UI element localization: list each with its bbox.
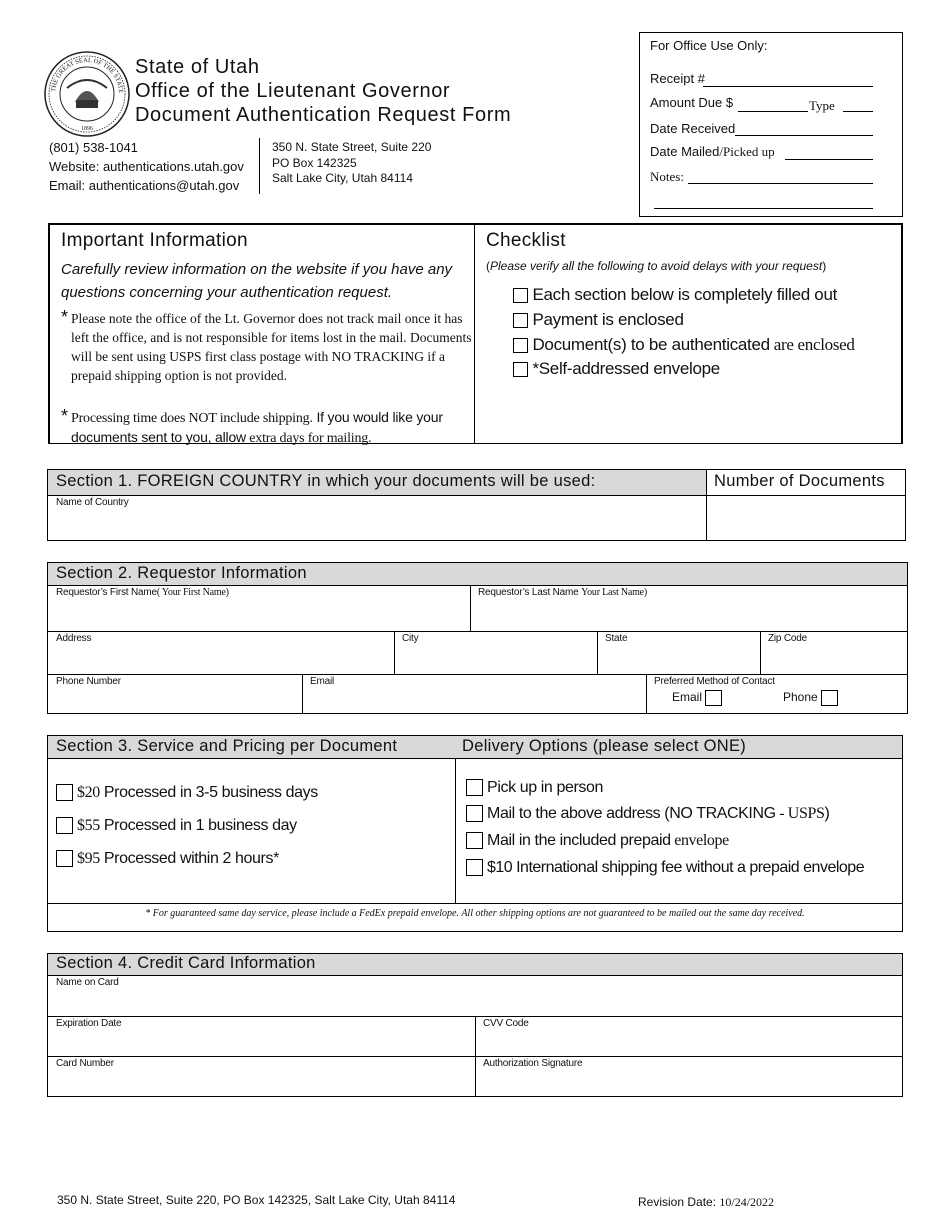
zip-field[interactable] [760,631,907,675]
card-number-label: Card Number [56,1058,114,1069]
delivery-option-3[interactable] [466,832,729,850]
service-desc-2: Processed in 1 business day [99,817,297,834]
service-price-1: $20 [77,784,100,801]
state-name: State of Utah [135,56,260,78]
checkbox[interactable] [466,805,483,822]
delivery-label-2-suffix: - USPS [775,805,825,822]
email-label: Email [310,676,335,687]
svg-text:1896: 1896 [81,126,93,132]
processing-note [71,408,476,448]
receipt-label: Receipt # [650,71,705,86]
expiration-label: Expiration Date [56,1018,122,1029]
phone-label: Phone Number [56,676,121,687]
notes-label: Notes: [650,169,684,184]
revision-date [638,1195,774,1210]
contact-website[interactable]: Website: authentications.utah.gov [49,159,244,174]
checklist-item-3-suffix: are enclosed [769,335,855,354]
checkbox[interactable] [56,784,73,801]
checklist-item-1[interactable] [513,285,837,305]
last-name-field[interactable] [470,585,907,632]
first-name-field[interactable] [48,585,471,632]
picked-up-text: /Picked up [719,144,775,159]
cvv-label: CVV Code [483,1018,529,1029]
last-name-placeholder: Your Last Name) [581,587,648,598]
section1-title: Section 1. FOREIGN COUNTRY in which your documents will be used: [56,472,596,490]
notes-field-1[interactable] [688,183,873,184]
service-desc-1: Processed in 3-5 business days [99,784,318,801]
date-received-field[interactable] [735,135,873,136]
delivery-label-3-suffix: envelope [670,832,729,849]
checklist-item-2-label: Payment is enclosed [532,310,684,329]
card-number-field[interactable] [48,1056,476,1096]
first-name-label-text: Requestor’s First Name [56,587,157,598]
last-name-label-text: Requestor’s Last Name [478,587,579,598]
delivery-title: Delivery Options (please select ONE) [462,737,747,755]
checkbox[interactable] [466,859,483,876]
expiration-field[interactable] [48,1016,476,1057]
name-on-card-label: Name on Card [56,977,119,988]
type-field[interactable] [843,111,873,112]
contact-phone: (801) 538-1041 [49,140,138,155]
date-mailed-field[interactable] [785,159,873,160]
checklist-item-4[interactable] [513,359,720,379]
bullet-1: * [61,307,69,327]
section2 [47,562,908,714]
checkbox[interactable] [513,338,528,353]
mail-note: Please note the office of the Lt. Governor does not track mail once it has left the office, and is not responsible for items lost in the mail. Documents will be sent using USPS first class postage with NO TRACKING if a prepaid shipping option is not provided. [71,311,472,383]
important-intro: Carefully review information on the website if you have any questions concerning your authentication request. [61,261,453,301]
section3-title: Section 3. Service and Pricing per Document [56,737,398,755]
checkbox[interactable] [513,313,528,328]
delivery-option-1[interactable] [466,779,603,797]
checkbox[interactable] [56,850,73,867]
date-mailed-text: Date Mailed [650,144,720,159]
phone-field[interactable] [48,674,303,713]
office-use-title: For Office Use Only: [650,38,768,53]
date-mailed-label [650,144,775,160]
address-field[interactable] [48,631,395,675]
service-price-2: $55 [77,817,100,834]
pref-phone-option[interactable] [783,690,838,706]
notes-field-2[interactable] [654,208,873,209]
delivery-option-2[interactable] [466,805,829,823]
preferred-contact [646,674,907,713]
state-field[interactable] [597,631,761,675]
important-box [48,223,475,444]
checkbox[interactable] [56,817,73,834]
processing-note-c: extra days for mailing. [245,431,372,446]
delivery-label-2: Mail to the above address (NO TRACKING [487,805,776,822]
delivery-label-1: Pick up in person [487,779,603,796]
same-day-footnote: * For guaranteed same day service, please include a FedEx prepaid envelope. All other shipping options are not guaranteed to be mailed out the same day received. [145,908,805,919]
first-name-label [56,587,229,598]
number-docs-field[interactable] [706,495,906,540]
checkbox[interactable] [466,779,483,796]
checkbox[interactable] [513,288,528,303]
service-option-3[interactable] [56,850,279,868]
service-option-1[interactable] [56,784,318,802]
section2-title: Section 2. Requestor Information [56,564,307,582]
delivery-option-4[interactable] [466,859,864,877]
checkbox[interactable] [513,362,528,377]
city-label: City [402,633,419,644]
state-seal [43,50,131,138]
service-options [48,758,456,904]
delivery-label-2-close: ) [824,805,830,822]
amount-due-label: Amount Due $ [650,95,734,110]
header-divider [259,138,260,194]
number-docs-title: Number of Documents [714,472,885,490]
country-label: Name of Country [56,497,129,508]
number-docs-header [706,470,906,496]
footer-address: 350 N. State Street, Suite 220, PO Box 142325, Salt Lake City, Utah 84114 [57,1193,456,1207]
checkbox[interactable] [466,832,483,849]
amount-due-field[interactable] [738,111,808,112]
preferred-contact-label: Preferred Method of Contact [654,676,775,687]
checklist-item-3-label: Document(s) to be authenticated [532,335,770,354]
state-label: State [605,633,628,644]
checklist-item-1-label: Each section below is completely filled out [532,285,838,304]
pref-email-option[interactable] [672,690,722,706]
office-address-line2: PO Box 142325 [272,156,357,170]
processing-note-b: If you would like your documents sent to you, allow [71,409,443,445]
name-on-card-field[interactable] [48,975,902,1017]
pref-email-label: Email [672,690,703,705]
service-price-3: $95 [77,850,100,867]
signature-field[interactable] [475,1056,902,1096]
section4-title: Section 4. Credit Card Information [56,954,316,972]
checklist-item-4-label: *Self-addressed envelope [532,359,720,378]
delivery-label-4: $10 International shipping fee without a prepaid envelope [486,859,865,876]
country-field[interactable] [48,495,707,540]
date-received-label: Date Received [650,121,736,136]
type-label: Type [809,98,835,113]
section3-header [48,736,456,759]
delivery-options [455,758,902,904]
checkbox[interactable] [705,690,722,706]
service-desc-3: Processed within 2 hours* [99,850,279,867]
important-title: Important Information [61,230,248,251]
delivery-label-3: Mail in the included prepaid [487,832,671,849]
pref-phone-label: Phone [783,690,818,705]
zip-label: Zip Code [768,633,807,644]
office-address-line3: Salt Lake City, Utah 84114 [272,171,413,185]
delivery-header [455,736,902,759]
office-use-box [639,32,903,217]
form-title: Document Authentication Request Form [135,104,512,126]
checklist-item-2[interactable] [513,310,684,330]
service-option-2[interactable] [56,817,297,835]
email-field[interactable] [302,674,647,713]
bullet-2: * [61,406,69,426]
section3 [47,735,903,932]
section4 [47,953,903,1097]
receipt-field[interactable] [703,86,873,87]
city-field[interactable] [394,631,598,675]
checklist-box [474,223,903,444]
revision-label: Revision Date: [638,1195,717,1209]
section2-header [48,563,907,586]
processing-note-a: Processing time does NOT include shipping. [71,411,313,426]
svg-text:THE GREAT SEAL OF THE STATE OF: THE GREAT SEAL OF THE STATE [50,56,125,94]
checklist-subtitle: (Please verify all the following to avoid delays with your request) [486,259,827,273]
address-label: Address [56,633,92,644]
last-name-label [478,587,647,598]
first-name-placeholder: ( Your First Name) [156,587,229,598]
signature-label: Authorization Signature [483,1058,583,1069]
checkbox[interactable] [821,690,838,706]
checklist-subtitle-text: Please verify all the following to avoid delays with your request [490,259,823,273]
checklist-item-3[interactable] [513,335,855,355]
office-address-line1: 350 N. State Street, Suite 220 [272,140,432,154]
revision-value: 10/24/2022 [719,1195,775,1209]
cvv-field[interactable] [475,1016,902,1057]
section1-header [48,470,707,496]
contact-email[interactable]: Email: authentications@utah.gov [49,178,240,193]
office-name: Office of the Lieutenant Governor [135,80,451,102]
section1 [47,469,906,541]
checklist-title: Checklist [486,230,566,251]
section4-header [48,954,902,976]
